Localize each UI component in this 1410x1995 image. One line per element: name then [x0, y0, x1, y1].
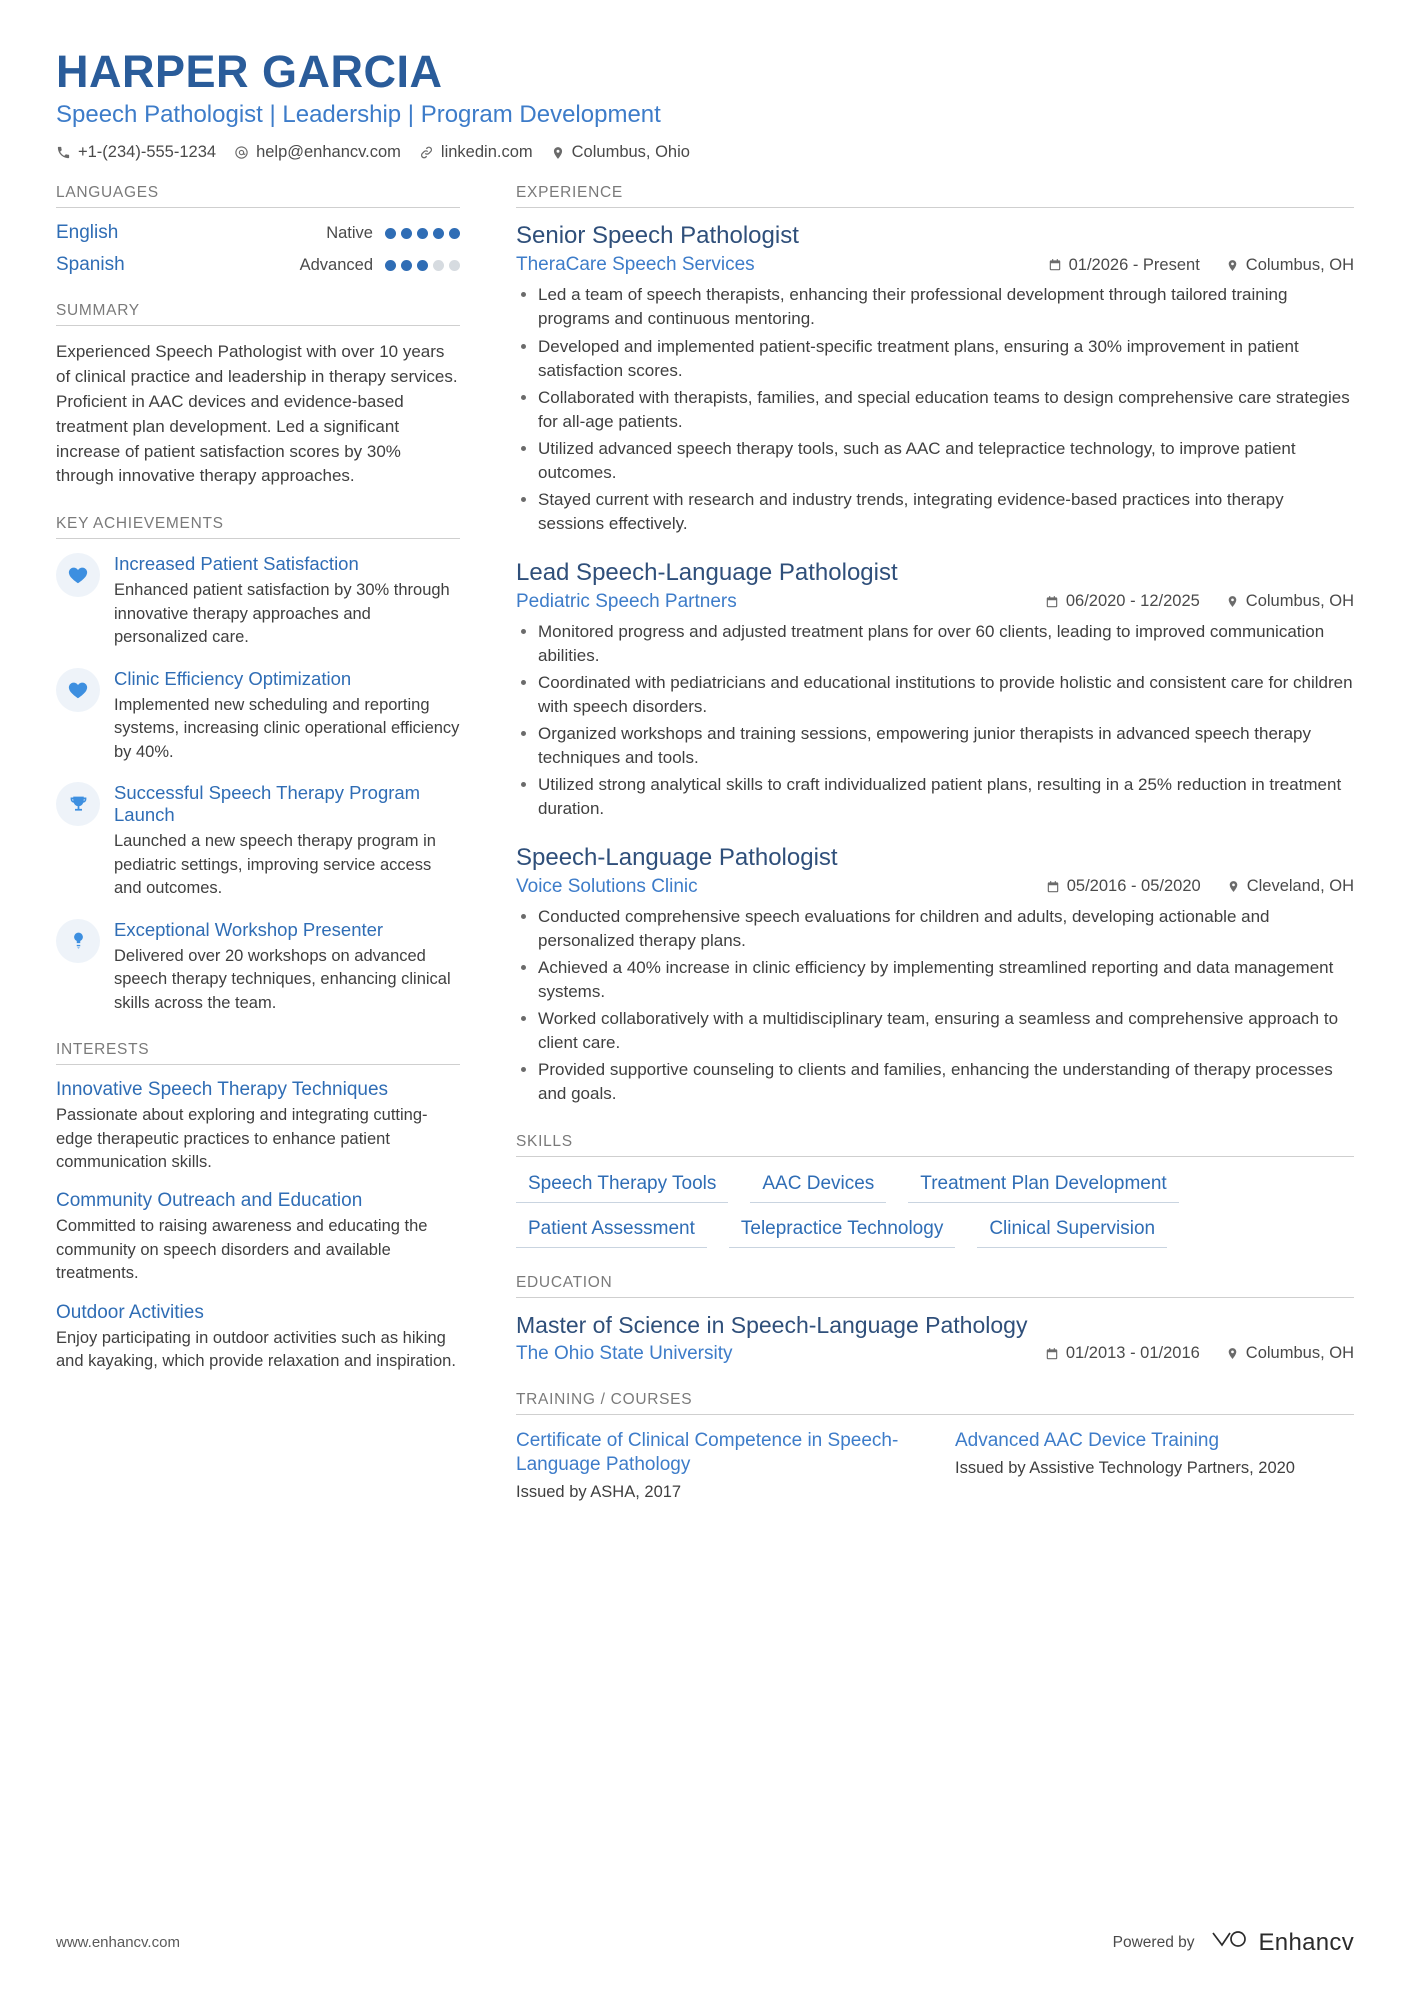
- section-title-summary: SUMMARY: [56, 302, 460, 326]
- section-languages: [56, 184, 460, 276]
- achievement-desc: Delivered over 20 workshops on advanced speech therapy techniques, enhancing clinical skills across the team.: [114, 946, 451, 1012]
- education-degree: Master of Science in Speech-Language Pathology: [516, 1311, 1028, 1338]
- job-bullets: [516, 620, 1354, 822]
- location-icon: [551, 145, 565, 161]
- calendar-icon: [1046, 880, 1060, 894]
- summary-text: Experienced Speech Pathologist with over 10 years of clinical practice and leadership in therapy services. Proficient in AAC devices and evidence-based treatment plan development. Led a significant increase of patient satisfaction scores by 30% through innovative therapy approaches.: [56, 342, 458, 486]
- interest-item: [56, 1190, 460, 1285]
- contact-link-text[interactable]: linkedin.com: [440, 143, 533, 162]
- language-item: [56, 254, 460, 276]
- calendar-icon: [1045, 1347, 1059, 1361]
- email-icon: [234, 145, 249, 160]
- calendar-icon: [1045, 595, 1059, 609]
- job-location: [1226, 256, 1354, 275]
- contact-location-text: Columbus, Ohio: [571, 143, 690, 162]
- education-school: The Ohio State University: [516, 1342, 733, 1364]
- training-item: [955, 1429, 1354, 1504]
- main-column: [516, 184, 1354, 1529]
- interest-title: Outdoor Activities: [56, 1301, 204, 1323]
- job-dates-text: 01/2026 - Present: [1068, 255, 1200, 274]
- language-level: Native: [326, 223, 373, 242]
- training-issuer: Issued by ASHA, 2017: [516, 1483, 682, 1502]
- page-title: HARPER GARCIA: [56, 46, 443, 97]
- contact-email: [234, 143, 401, 162]
- section-title-skills: SKILLS: [516, 1133, 1354, 1157]
- interest-desc: Enjoy participating in outdoor activities such as hiking and kayaking, which provide relaxation and inspiration.: [56, 1328, 456, 1371]
- job-company: Voice Solutions Clinic: [516, 875, 698, 897]
- enhancv-mark-icon: [1209, 1926, 1251, 1959]
- footer-url[interactable]: www.enhancv.com: [56, 1934, 180, 1951]
- experience-item: [516, 559, 1354, 822]
- brand-logo: [1209, 1926, 1355, 1959]
- skill-chip: AAC Devices: [750, 1171, 886, 1203]
- achievement-title: Increased Patient Satisfaction: [114, 553, 359, 575]
- skill-chip: Speech Therapy Tools: [516, 1171, 728, 1203]
- job-dates: [1045, 592, 1200, 611]
- job-bullet: • Utilized strong analytical skills to craft individualized patient plans, resulting in a 25% reduction in treatment duration.: [538, 773, 1354, 821]
- section-title-education: EDUCATION: [516, 1274, 1354, 1298]
- skill-chip: Treatment Plan Development: [908, 1171, 1178, 1203]
- link-icon: [419, 145, 434, 160]
- section-training: [516, 1391, 1354, 1504]
- language-item: [56, 222, 460, 244]
- job-location: [1226, 592, 1354, 611]
- experience-item: [516, 222, 1354, 536]
- location-icon: [1226, 594, 1239, 609]
- skill-row: [516, 1216, 1354, 1248]
- job-bullet: • Stayed current with research and industry trends, integrating evidence-based practices into therapy sessions effectively.: [538, 488, 1354, 536]
- job-bullet: • Conducted comprehensive speech evaluations for children and adults, developing actionable and personalized therapy plans.: [538, 905, 1354, 953]
- location-icon: [1226, 1346, 1239, 1361]
- heart-icon: [56, 668, 100, 712]
- job-dates-text: 05/2016 - 05/2020: [1066, 877, 1201, 895]
- job-company: TheraCare Speech Services: [516, 254, 755, 276]
- achievement-title: Clinic Efficiency Optimization: [114, 667, 352, 689]
- job-title: Lead Speech-Language Pathologist: [516, 558, 898, 586]
- interest-item: [56, 1302, 460, 1374]
- interest-desc: Committed to raising awareness and educating the community on speech disorders and available treatments.: [56, 1217, 428, 1283]
- headline: Speech Pathologist | Leadership | Program Development: [56, 101, 661, 129]
- job-location-text: Columbus, OH: [1245, 592, 1354, 610]
- brand-name: Enhancv: [1258, 1928, 1354, 1956]
- skill-chip: Clinical Supervision: [977, 1216, 1167, 1248]
- job-bullet: • Achieved a 40% increase in clinic efficiency by implementing streamlined reporting and data management systems.: [538, 956, 1354, 1004]
- job-bullet: • Collaborated with therapists, families, and special education teams to design comprehensive care strategies for all-age patients.: [538, 386, 1354, 434]
- location-icon: [1227, 879, 1240, 894]
- contact-phone: [56, 143, 216, 162]
- section-title-training: TRAINING / COURSES: [516, 1391, 1354, 1415]
- experience-item: [516, 844, 1354, 1107]
- job-location-text: Columbus, OH: [1245, 255, 1354, 274]
- interest-title: Community Outreach and Education: [56, 1190, 363, 1212]
- job-location: [1227, 877, 1354, 896]
- phone-icon: [56, 145, 71, 160]
- job-bullet: • Worked collaboratively with a multidisciplinary team, ensuring a seamless and comprehensive approach to client care.: [538, 1007, 1354, 1055]
- training-title: Advanced AAC Device Training: [955, 1429, 1220, 1451]
- achievement-item: [56, 782, 460, 901]
- job-bullet: • Organized workshops and training sessions, empowering junior therapists in advanced speech therapy techniques and tools.: [538, 722, 1354, 770]
- job-bullet: • Developed and implemented patient-specific treatment plans, ensuring a 30% improvement in patient satisfaction scores.: [538, 335, 1354, 383]
- job-bullets: [516, 283, 1354, 536]
- interest-title: Innovative Speech Therapy Techniques: [56, 1079, 389, 1101]
- job-bullet: • Led a team of speech therapists, enhancing their professional development through tailored training programs and continuous mentoring.: [538, 283, 1354, 331]
- section-skills: [516, 1133, 1354, 1248]
- achievement-desc: Launched a new speech therapy program in pediatric settings, improving service access and outcomes.: [114, 832, 436, 898]
- sidebar-column: [56, 184, 460, 1399]
- section-experience: [516, 184, 1354, 1106]
- education-item: [516, 1312, 1354, 1365]
- achievement-item: [56, 553, 460, 649]
- achievement-title: Successful Speech Therapy Program Launch: [114, 782, 421, 826]
- contact-link: [419, 143, 533, 162]
- language-level: Advanced: [299, 255, 373, 274]
- job-bullets: [516, 905, 1354, 1107]
- heart-icon: [56, 553, 100, 597]
- section-interests: [56, 1041, 460, 1373]
- education-dates: [1045, 1344, 1200, 1363]
- language-name: English: [56, 222, 119, 244]
- job-bullet: • Utilized advanced speech therapy tools, such as AAC and telepractice technology, to improve patient outcomes.: [538, 437, 1354, 485]
- training-title: Certificate of Clinical Competence in Speech-Language Pathology: [516, 1429, 899, 1475]
- trophy-icon: [56, 782, 100, 826]
- section-title-experience: EXPERIENCE: [516, 184, 1354, 208]
- calendar-icon: [1048, 258, 1062, 272]
- job-bullet: • Monitored progress and adjusted treatment plans for over 60 clients, leading to improved communication abilities.: [538, 620, 1354, 668]
- skill-row: [516, 1171, 1354, 1203]
- achievement-desc: Enhanced patient satisfaction by 30% through innovative therapy approaches and personalized care.: [114, 581, 450, 647]
- language-rating: [385, 260, 460, 271]
- section-title-languages: LANGUAGES: [56, 184, 460, 208]
- interest-item: [56, 1079, 460, 1174]
- achievement-desc: Implemented new scheduling and reporting systems, increasing clinic operational efficiency by 40%.: [114, 695, 460, 761]
- job-location-text: Cleveland, OH: [1246, 877, 1354, 895]
- section-education: [516, 1274, 1354, 1365]
- contact-row: [56, 143, 1354, 162]
- language-name: Spanish: [56, 254, 125, 276]
- skill-chip: Telepractice Technology: [729, 1216, 955, 1248]
- job-dates-text: 06/2020 - 12/2025: [1065, 592, 1200, 610]
- presenter-icon: [56, 919, 100, 963]
- job-company: Pediatric Speech Partners: [516, 590, 737, 612]
- education-location-text: Columbus, OH: [1245, 1344, 1354, 1362]
- section-title-achievements: KEY ACHIEVEMENTS: [56, 515, 460, 539]
- achievement-item: [56, 919, 460, 1015]
- training-issuer: Issued by Assistive Technology Partners, 2020: [955, 1458, 1295, 1477]
- section-title-interests: INTERESTS: [56, 1041, 460, 1065]
- education-location: [1226, 1344, 1354, 1363]
- section-summary: [56, 302, 460, 489]
- job-title: Senior Speech Pathologist: [516, 222, 799, 250]
- job-dates: [1048, 256, 1200, 275]
- achievement-title: Exceptional Workshop Presenter: [114, 918, 384, 940]
- job-bullet: • Provided supportive counseling to clients and families, enhancing the understanding of therapy processes and goals.: [538, 1058, 1354, 1106]
- training-item: [516, 1429, 915, 1504]
- job-title: Speech-Language Pathologist: [516, 843, 838, 871]
- education-dates-text: 01/2013 - 01/2016: [1065, 1344, 1200, 1362]
- resume-header: [56, 48, 1354, 162]
- achievement-item: [56, 668, 460, 764]
- job-bullet: • Coordinated with pediatricians and educational institutions to provide holistic and consistent care for children with speech disorders.: [538, 671, 1354, 719]
- page-footer: [56, 1926, 1354, 1959]
- location-icon: [1226, 258, 1239, 273]
- contact-location: [551, 143, 690, 162]
- language-rating: [385, 228, 460, 239]
- contact-phone-text: +1-(234)-555-1234: [78, 143, 217, 162]
- section-achievements: [56, 515, 460, 1015]
- skill-chip: Patient Assessment: [516, 1216, 707, 1248]
- interest-desc: Passionate about exploring and integrating cutting-edge therapeutic practices to enhance patient communication skills.: [56, 1106, 428, 1171]
- contact-email-text[interactable]: help@enhancv.com: [256, 143, 401, 162]
- powered-by-label: Powered by: [1112, 1933, 1195, 1951]
- job-dates: [1046, 877, 1201, 896]
